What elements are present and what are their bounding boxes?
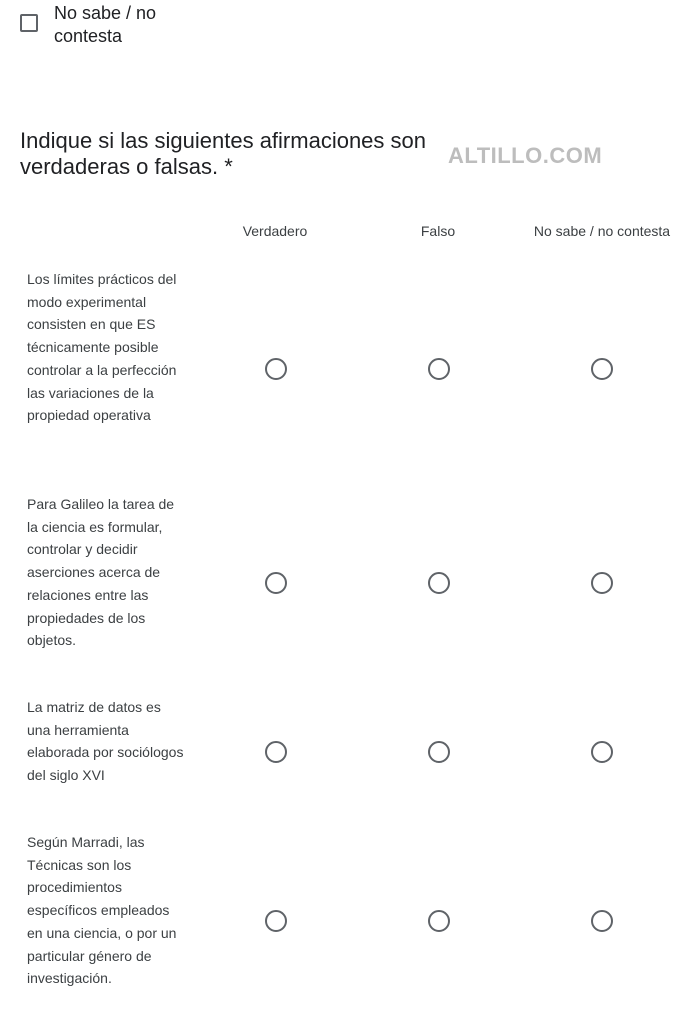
watermark: ALTILLO.COM — [448, 143, 603, 168]
radio-verdadero[interactable] — [265, 572, 287, 594]
row-label: Según Marradi, las Técnicas son los procedimientos específicos empleados en una ciencia, o por un particular género de investigación. — [27, 834, 177, 987]
row-label: Los límites prácticos del modo experimental consisten en que ES técnicamente posible controlar a la perfección las variaciones de la propiedad operativa — [27, 271, 177, 424]
grid-row-1 — [0, 268, 700, 473]
option-no-sabe-checkbox-row[interactable] — [20, 2, 214, 48]
radio-no-sabe[interactable] — [591, 741, 613, 763]
radio-falso[interactable] — [428, 910, 450, 932]
grid-header — [0, 205, 700, 257]
radio-falso[interactable] — [428, 358, 450, 380]
column-header-verdadero: Verdadero — [242, 223, 308, 239]
checkbox[interactable] — [20, 14, 38, 32]
checkbox-label: No sabe / no contesta — [54, 3, 157, 46]
grid-row-4 — [0, 831, 700, 1016]
radio-no-sabe[interactable] — [591, 910, 613, 932]
radio-verdadero[interactable] — [265, 741, 287, 763]
radio-falso[interactable] — [428, 741, 450, 763]
radio-falso[interactable] — [428, 572, 450, 594]
radio-verdadero[interactable] — [265, 910, 287, 932]
column-header-falso: Falso — [420, 223, 456, 239]
question-title-text: Indique si las siguientes afirmaciones son verdaderas o falsas. — [20, 128, 427, 179]
required-marker: * — [224, 154, 233, 179]
grid-row-3 — [0, 696, 700, 811]
question-title — [20, 128, 480, 180]
grid-row-2 — [0, 493, 700, 673]
row-label: La matriz de datos es una herramienta elaborada por sociólogos del siglo XVI — [27, 699, 184, 784]
column-header-no-sabe: No sabe / no contesta — [533, 223, 671, 239]
radio-no-sabe[interactable] — [591, 358, 613, 380]
radio-verdadero[interactable] — [265, 358, 287, 380]
radio-no-sabe[interactable] — [591, 572, 613, 594]
row-label: Para Galileo la tarea de la ciencia es formular, controlar y decidir aserciones acerca de relaciones entre las propiedades de los objetos. — [27, 496, 175, 649]
